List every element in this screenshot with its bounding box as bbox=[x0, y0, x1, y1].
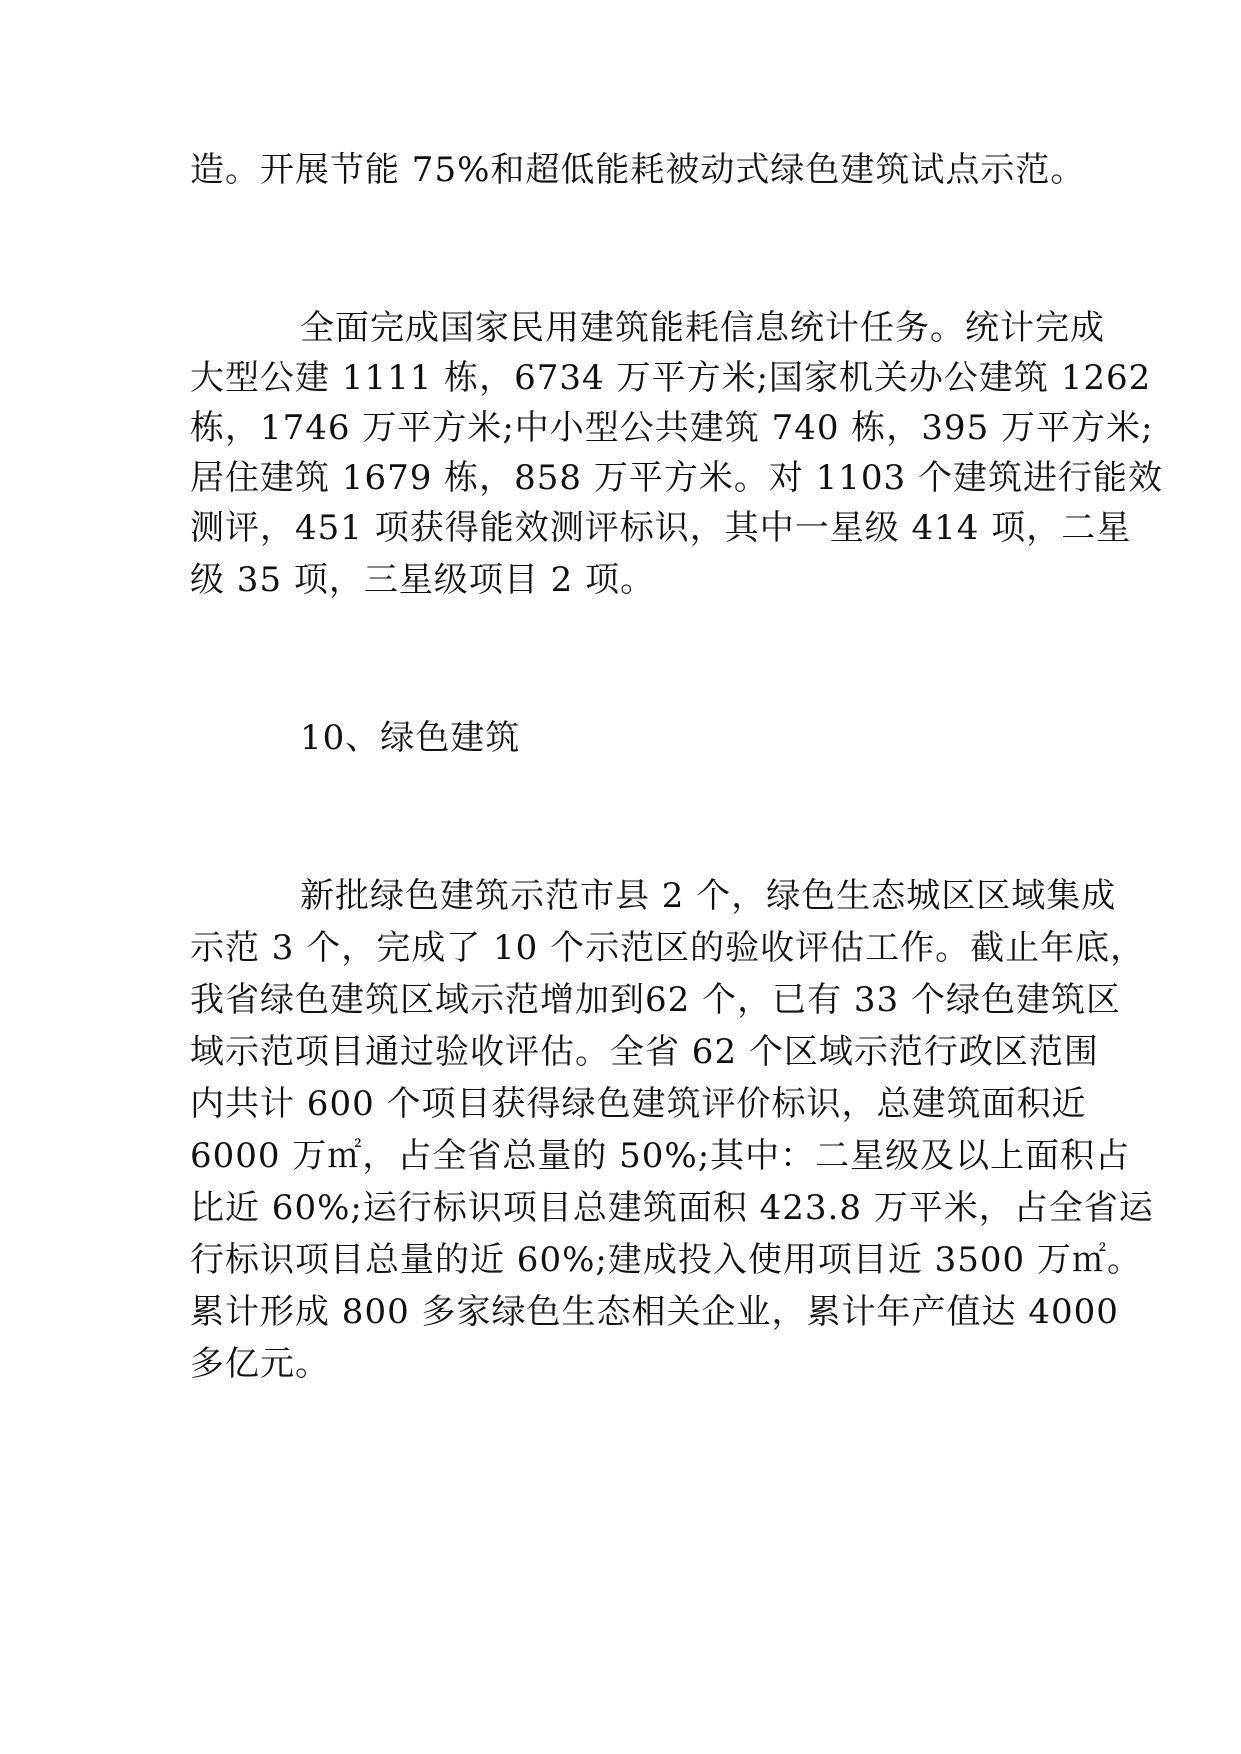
paragraph-line: 行标识项目总量的近 60%;建成投入使用项目近 3500 万㎡。 bbox=[190, 1240, 1142, 1280]
paragraph-line: 域示范项目通过验收评估。全省 62 个区域示范行政区范围 bbox=[190, 1032, 1099, 1072]
paragraph-line: 累计形成 800 多家绿色生态相关企业，累计年产值达 4000 bbox=[190, 1292, 1119, 1332]
paragraph-line: 大型公建 1111 栋，6734 万平方米;国家机关办公建筑 1262 bbox=[190, 358, 1152, 398]
paragraph-line: 示范 3 个，完成了 10 个示范区的验收评估工作。截止年底， bbox=[190, 928, 1146, 968]
paragraph-line: 我省绿色建筑区域示范增加到62 个，已有 33 个绿色建筑区 bbox=[190, 980, 1121, 1020]
paragraph-line: 全面完成国家民用建筑能耗信息统计任务。统计完成 bbox=[300, 308, 1105, 348]
section-heading: 10、绿色建筑 bbox=[300, 718, 521, 758]
paragraph-line: 测评，451 项获得能效测评标识，其中一星级 414 项，二星 bbox=[190, 508, 1132, 548]
paragraph-line: 内共计 600 个项目获得绿色建筑评价标识，总建筑面积近 bbox=[190, 1084, 1087, 1124]
paragraph-line: 居住建筑 1679 栋，858 万平方米。对 1103 个建筑进行能效 bbox=[190, 458, 1163, 498]
paragraph-line: 6000 万㎡，占全省总量的 50%;其中：二星级及以上面积占 bbox=[190, 1136, 1131, 1176]
paragraph-line: 新批绿色建筑示范市县 2 个，绿色生态城区区域集成 bbox=[300, 876, 1117, 916]
paragraph-line: 多亿元。 bbox=[190, 1344, 330, 1384]
paragraph-line: 栋，1746 万平方米;中小型公共建筑 740 栋，395 万平方米; bbox=[190, 408, 1154, 448]
paragraph-line: 级 35 项，三星级项目 2 项。 bbox=[190, 560, 656, 600]
paragraph-line: 比近 60%;运行标识项目总建筑面积 423.8 万平米，占全省运 bbox=[190, 1188, 1154, 1228]
paragraph-line: 造。开展节能 75%和超低能耗被动式绿色建筑试点示范。 bbox=[190, 150, 1086, 190]
